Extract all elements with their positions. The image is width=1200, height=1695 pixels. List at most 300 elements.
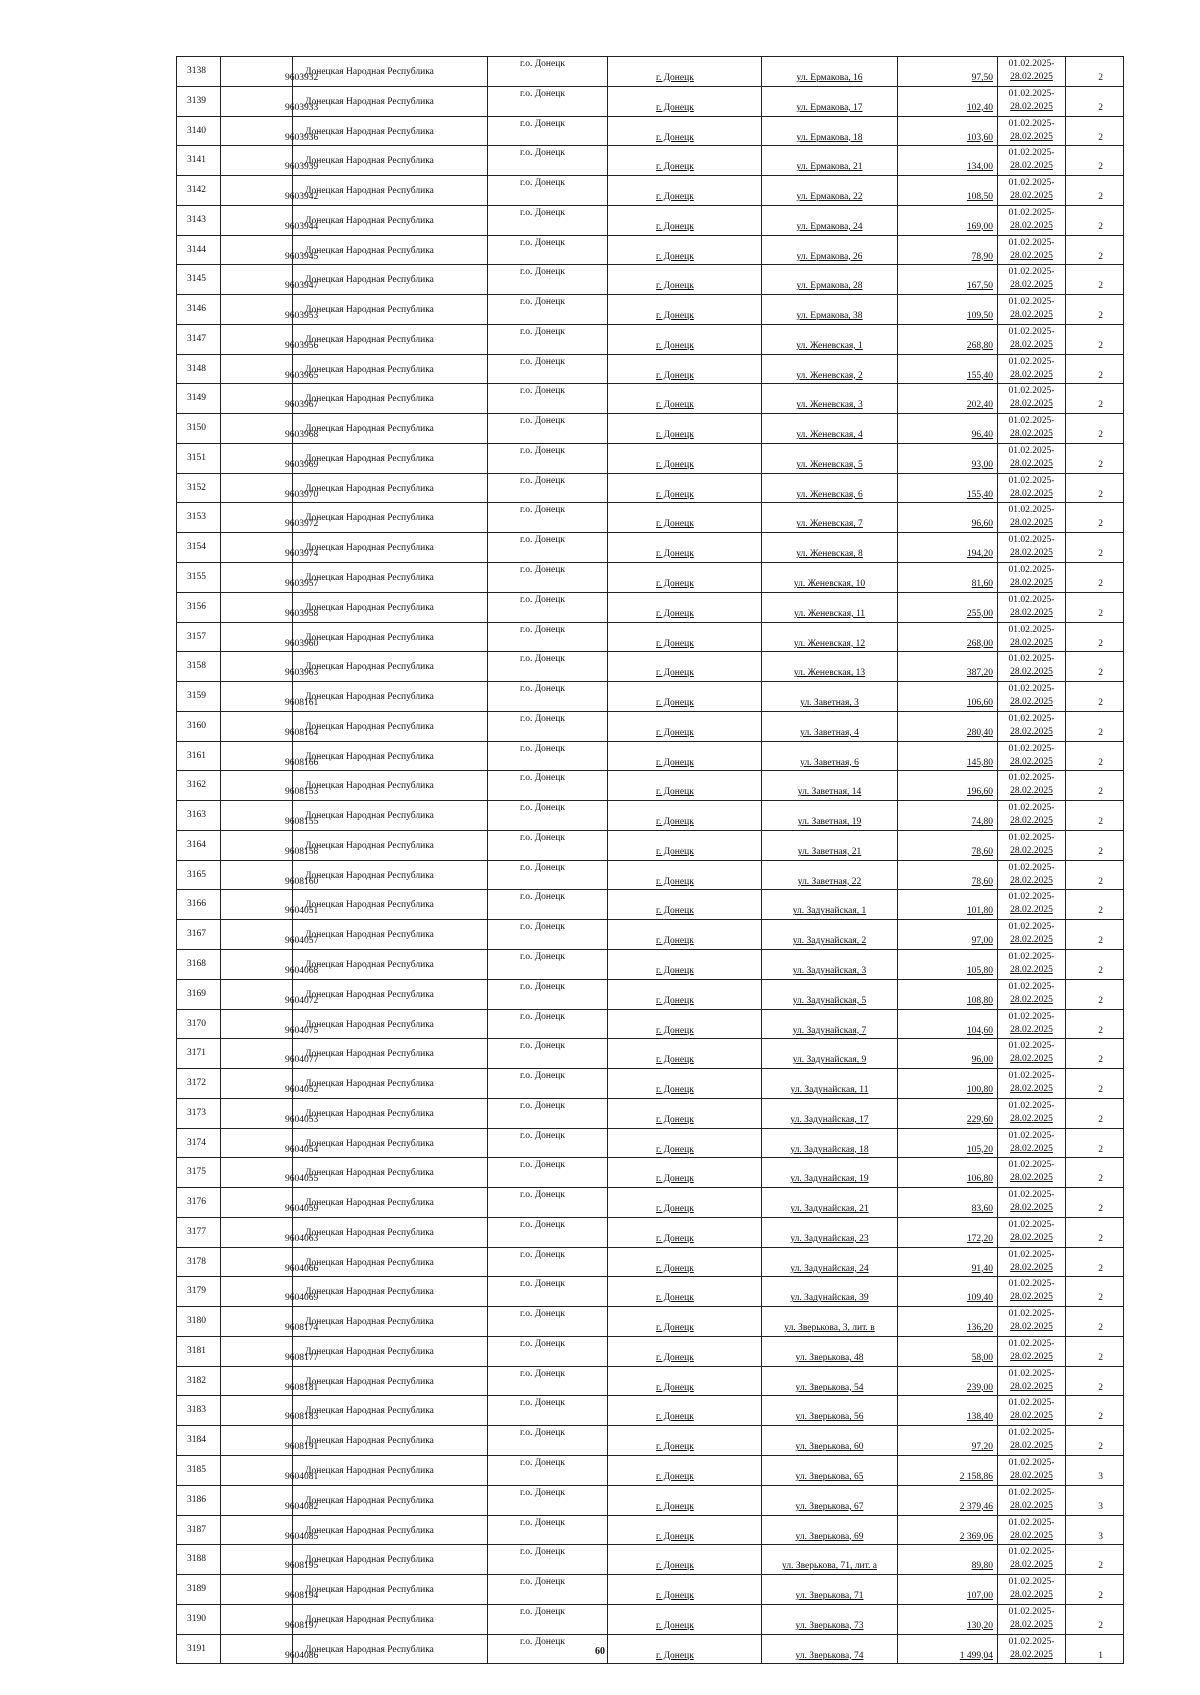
row-number: 3161 <box>187 750 206 761</box>
count-value: 2 <box>1098 519 1103 530</box>
street-address: ул. Женевская, 13 <box>793 668 866 679</box>
municipality: г.о. Донецк <box>520 1279 565 1290</box>
count-value-cell <box>1066 1128 1124 1158</box>
city-name-cell <box>608 324 762 354</box>
region-name: Донецкая Народная Республика <box>305 126 434 137</box>
area-value: 105,80 <box>966 965 993 976</box>
row-number: 3172 <box>187 1078 206 1089</box>
city-name-cell <box>608 949 762 979</box>
row-number: 3177 <box>187 1226 206 1237</box>
period-start: 01.02.2025- <box>1008 862 1055 873</box>
city-name: г. Донецк <box>656 787 694 798</box>
row-number: 3149 <box>187 393 206 404</box>
city-name: г. Донецк <box>656 102 694 113</box>
region-name-cell <box>293 176 488 206</box>
municipality: г.о. Донецк <box>520 1517 565 1528</box>
municipality-cell <box>488 503 608 533</box>
city-name: г. Донецк <box>656 519 694 530</box>
period-start: 01.02.2025- <box>1008 1011 1055 1022</box>
object-code: 9608158 <box>285 846 319 857</box>
count-value-cell <box>1066 1515 1124 1545</box>
table-row <box>177 771 1124 801</box>
municipality-cell <box>488 176 608 206</box>
region-name: Донецкая Народная Республика <box>305 1049 434 1060</box>
count-value: 2 <box>1098 668 1103 679</box>
row-number: 3159 <box>187 691 206 702</box>
row-number: 3154 <box>187 542 206 553</box>
area-value: 202,40 <box>966 400 993 411</box>
city-name-cell <box>608 116 762 146</box>
object-code-cell <box>221 1158 319 1188</box>
region-name-cell <box>293 205 488 235</box>
region-name: Донецкая Народная Республика <box>305 275 434 286</box>
city-name-cell <box>608 1188 762 1218</box>
period-start: 01.02.2025- <box>1008 535 1055 546</box>
municipality-cell <box>488 295 608 325</box>
period-end: 28.02.2025 <box>1010 1619 1053 1630</box>
row-number-cell <box>177 1545 221 1575</box>
period-end: 28.02.2025 <box>1010 518 1053 529</box>
period-end: 28.02.2025 <box>1010 994 1053 1005</box>
region-name: Донецкая Народная Республика <box>305 1257 434 1268</box>
city-name: г. Донецк <box>656 1293 694 1304</box>
city-name-cell <box>608 473 762 503</box>
municipality-cell <box>488 1336 608 1366</box>
city-name: г. Донецк <box>656 995 694 1006</box>
object-code-cell <box>221 1575 319 1605</box>
city-name-cell <box>608 1098 762 1128</box>
count-value-cell <box>1066 1575 1124 1605</box>
count-value: 2 <box>1098 638 1103 649</box>
street-address-cell <box>762 771 898 801</box>
period-start: 01.02.2025- <box>1008 237 1055 248</box>
municipality: г.о. Донецк <box>520 118 565 129</box>
municipality: г.о. Донецк <box>520 475 565 486</box>
period-cell <box>998 1575 1066 1605</box>
region-name: Донецкая Народная Республика <box>305 1376 434 1387</box>
municipality-cell <box>488 384 608 414</box>
city-name-cell <box>608 384 762 414</box>
period-start: 01.02.2025- <box>1008 1606 1055 1617</box>
period-start: 01.02.2025- <box>1008 981 1055 992</box>
count-value-cell <box>1066 1366 1124 1396</box>
row-number-cell <box>177 830 221 860</box>
area-value-cell <box>898 1545 998 1575</box>
area-value-cell <box>898 265 998 295</box>
object-code: 9604072 <box>285 995 319 1006</box>
row-number: 3147 <box>187 333 206 344</box>
period-cell <box>998 1426 1066 1456</box>
region-name: Донецкая Народная Республика <box>305 1644 434 1655</box>
period-end: 28.02.2025 <box>1010 905 1053 916</box>
city-name: г. Донецк <box>656 1382 694 1393</box>
object-code: 9608177 <box>285 1352 319 1363</box>
count-value: 2 <box>1098 906 1103 917</box>
area-value-cell <box>898 86 998 116</box>
city-name: г. Донецк <box>656 1561 694 1572</box>
street-address: ул. Задунайская, 2 <box>792 936 867 947</box>
object-code-cell <box>221 1128 319 1158</box>
area-value-cell <box>898 771 998 801</box>
area-value: 78,60 <box>971 846 993 857</box>
area-value: 280,40 <box>966 727 993 738</box>
period-cell <box>998 830 1066 860</box>
table-row <box>177 1545 1124 1575</box>
region-name-cell <box>293 1426 488 1456</box>
row-number: 3180 <box>187 1316 206 1327</box>
region-name: Донецкая Народная Республика <box>305 364 434 375</box>
period-end: 28.02.2025 <box>1010 1649 1053 1660</box>
period-start: 01.02.2025- <box>1008 624 1055 635</box>
region-name-cell <box>293 1039 488 1069</box>
count-value-cell <box>1066 57 1124 87</box>
street-address: ул. Задунайская, 19 <box>790 1174 869 1185</box>
street-address-cell <box>762 801 898 831</box>
street-address: ул. Задунайская, 5 <box>792 995 867 1006</box>
area-value-cell <box>898 949 998 979</box>
period-start: 01.02.2025- <box>1008 445 1055 456</box>
row-number-cell <box>177 146 221 176</box>
city-name: г. Донецк <box>656 1085 694 1096</box>
street-address-cell <box>762 205 898 235</box>
period-start: 01.02.2025- <box>1008 505 1055 516</box>
period-start: 01.02.2025- <box>1008 594 1055 605</box>
street-address-cell <box>762 1515 898 1545</box>
street-address: ул. Ермакова, 26 <box>796 251 863 262</box>
region-name-cell <box>293 1485 488 1515</box>
street-address-cell <box>762 1098 898 1128</box>
municipality-cell <box>488 1277 608 1307</box>
count-value-cell <box>1066 533 1124 563</box>
period-cell <box>998 205 1066 235</box>
area-value: 268,00 <box>966 638 993 649</box>
region-name: Донецкая Народная Республика <box>305 870 434 881</box>
period-cell <box>998 414 1066 444</box>
city-name-cell <box>608 1039 762 1069</box>
period-start: 01.02.2025- <box>1008 743 1055 754</box>
object-code-cell <box>221 1247 319 1277</box>
municipality: г.о. Донецк <box>520 1547 565 1558</box>
object-code-cell <box>221 1426 319 1456</box>
table-row <box>177 146 1124 176</box>
city-name: г. Донецк <box>656 906 694 917</box>
row-number: 3155 <box>187 572 206 583</box>
municipality-cell <box>488 711 608 741</box>
city-name: г. Донецк <box>656 430 694 441</box>
area-value: 96,60 <box>971 519 993 530</box>
count-value: 2 <box>1098 370 1103 381</box>
area-value: 268,80 <box>966 340 993 351</box>
object-code-cell <box>221 1098 319 1128</box>
area-value-cell <box>898 473 998 503</box>
row-number: 3182 <box>187 1375 206 1386</box>
city-name: г. Донецк <box>656 281 694 292</box>
object-code-cell <box>221 622 319 652</box>
object-code: 9604055 <box>285 1174 319 1185</box>
count-value: 2 <box>1098 549 1103 560</box>
object-code-cell <box>221 890 319 920</box>
city-name-cell <box>608 1009 762 1039</box>
region-name-cell <box>293 384 488 414</box>
period-end: 28.02.2025 <box>1010 845 1053 856</box>
region-name-cell <box>293 1396 488 1426</box>
municipality-cell <box>488 1455 608 1485</box>
period-cell <box>998 592 1066 622</box>
street-address: ул. Зверькова, 71 <box>795 1591 864 1602</box>
count-value: 2 <box>1098 311 1103 322</box>
street-address-cell <box>762 533 898 563</box>
city-name: г. Донецк <box>656 549 694 560</box>
object-code-cell <box>221 920 319 950</box>
period-start: 01.02.2025- <box>1008 1457 1055 1468</box>
region-name-cell <box>293 1069 488 1099</box>
object-code-cell <box>221 146 319 176</box>
street-address: ул. Зверькова, 48 <box>795 1352 864 1363</box>
table-row <box>177 1188 1124 1218</box>
period-cell <box>998 354 1066 384</box>
count-value-cell <box>1066 860 1124 890</box>
city-name-cell <box>608 771 762 801</box>
period-cell <box>998 1545 1066 1575</box>
row-number-cell <box>177 682 221 712</box>
municipality-cell <box>488 622 608 652</box>
city-name: г. Донецк <box>656 1412 694 1423</box>
count-value-cell <box>1066 1396 1124 1426</box>
street-address: ул. Задунайская, 18 <box>790 1144 869 1155</box>
region-name-cell <box>293 443 488 473</box>
area-value: 103,60 <box>966 132 993 143</box>
period-start: 01.02.2025- <box>1008 1279 1055 1290</box>
region-name-cell <box>293 295 488 325</box>
municipality: г.о. Донецк <box>520 1428 565 1439</box>
city-name-cell <box>608 830 762 860</box>
street-address: ул. Женевская, 1 <box>796 340 863 351</box>
count-value: 2 <box>1098 757 1103 768</box>
area-value-cell <box>898 1515 998 1545</box>
table-row <box>177 1247 1124 1277</box>
municipality: г.о. Донецк <box>520 297 565 308</box>
area-value: 136,20 <box>966 1323 993 1334</box>
street-address-cell <box>762 1217 898 1247</box>
period-start: 01.02.2025- <box>1008 1577 1055 1588</box>
object-code: 9603942 <box>285 192 319 203</box>
region-name: Донецкая Народная Республика <box>305 959 434 970</box>
street-address-cell <box>762 384 898 414</box>
area-value-cell <box>898 1366 998 1396</box>
region-name: Донецкая Народная Республика <box>305 394 434 405</box>
region-name: Донецкая Народная Республика <box>305 811 434 822</box>
street-address: ул. Зверькова, 67 <box>795 1501 864 1512</box>
object-code: 9603958 <box>285 608 319 619</box>
row-number: 3142 <box>187 185 206 196</box>
count-value-cell <box>1066 801 1124 831</box>
region-name-cell <box>293 563 488 593</box>
street-address-cell <box>762 1366 898 1396</box>
row-number-cell <box>177 1128 221 1158</box>
street-address: ул. Зверькова, 54 <box>795 1382 864 1393</box>
municipality: г.о. Донецк <box>520 594 565 605</box>
row-number-cell <box>177 1575 221 1605</box>
region-name: Донецкая Народная Республика <box>305 156 434 167</box>
region-name-cell <box>293 979 488 1009</box>
municipality-cell <box>488 1128 608 1158</box>
row-number: 3178 <box>187 1256 206 1267</box>
row-number: 3162 <box>187 780 206 791</box>
region-name-cell <box>293 1009 488 1039</box>
row-number-cell <box>177 1277 221 1307</box>
city-name-cell <box>608 533 762 563</box>
area-value-cell <box>898 176 998 206</box>
city-name: г. Донецк <box>656 1620 694 1631</box>
municipality: г.о. Донецк <box>520 832 565 843</box>
region-name: Донецкая Народная Республика <box>305 483 434 494</box>
area-value-cell <box>898 890 998 920</box>
municipality-cell <box>488 1604 608 1634</box>
municipality-cell <box>488 205 608 235</box>
period-start: 01.02.2025- <box>1008 1041 1055 1052</box>
municipality: г.о. Донецк <box>520 267 565 278</box>
period-end: 28.02.2025 <box>1010 1113 1053 1124</box>
object-code-cell <box>221 86 319 116</box>
row-number-cell <box>177 1009 221 1039</box>
count-value: 2 <box>1098 1382 1103 1393</box>
object-code: 9603932 <box>285 73 319 83</box>
period-end: 28.02.2025 <box>1010 1173 1053 1184</box>
city-name: г. Донецк <box>656 936 694 947</box>
object-code-cell <box>221 176 319 206</box>
area-value: 104,60 <box>966 1025 993 1036</box>
area-value-cell <box>898 1604 998 1634</box>
period-cell <box>998 443 1066 473</box>
city-name: г. Донецк <box>656 192 694 203</box>
count-value-cell <box>1066 473 1124 503</box>
city-name-cell <box>608 1545 762 1575</box>
row-number: 3138 <box>187 66 206 76</box>
table-row <box>177 1485 1124 1515</box>
municipality: г.о. Донецк <box>520 654 565 665</box>
row-number-cell <box>177 860 221 890</box>
table-row <box>177 1158 1124 1188</box>
street-address: ул. Задунайская, 21 <box>790 1204 869 1215</box>
count-value: 2 <box>1098 1620 1103 1631</box>
period-cell <box>998 1396 1066 1426</box>
row-number-cell <box>177 652 221 682</box>
period-cell <box>998 682 1066 712</box>
area-value: 2 369,06 <box>959 1531 993 1542</box>
region-name: Донецкая Народная Республика <box>305 453 434 464</box>
area-value-cell <box>898 592 998 622</box>
table-row <box>177 116 1124 146</box>
period-start: 01.02.2025- <box>1008 1190 1055 1201</box>
area-value-cell <box>898 205 998 235</box>
count-value-cell <box>1066 324 1124 354</box>
city-name: г. Донецк <box>656 965 694 976</box>
street-address: ул. Заветная, 14 <box>797 787 862 798</box>
count-value-cell <box>1066 295 1124 325</box>
municipality-cell <box>488 443 608 473</box>
period-start: 01.02.2025- <box>1008 1517 1055 1528</box>
municipality: г.о. Донецк <box>520 1636 565 1647</box>
city-name: г. Донецк <box>656 1531 694 1542</box>
count-value: 2 <box>1098 698 1103 709</box>
object-code: 9604054 <box>285 1144 319 1155</box>
street-address-cell <box>762 1307 898 1337</box>
period-start: 01.02.2025- <box>1008 803 1055 814</box>
region-name-cell <box>293 920 488 950</box>
count-value: 2 <box>1098 1263 1103 1274</box>
object-code: 9608197 <box>285 1620 319 1631</box>
region-name: Донецкая Народная Республика <box>305 1227 434 1238</box>
municipality: г.о. Донецк <box>520 416 565 427</box>
area-value-cell <box>898 1426 998 1456</box>
row-number-cell <box>177 1158 221 1188</box>
row-number: 3148 <box>187 363 206 374</box>
region-name: Донецкая Народная Республика <box>305 1198 434 1209</box>
object-code: 9604077 <box>285 1055 319 1066</box>
table-row <box>177 711 1124 741</box>
row-number: 3174 <box>187 1137 206 1148</box>
area-value-cell <box>898 1098 998 1128</box>
table-row <box>177 622 1124 652</box>
table-row <box>177 1069 1124 1099</box>
row-number-cell <box>177 384 221 414</box>
city-name: г. Донецк <box>656 370 694 381</box>
municipality-cell <box>488 1485 608 1515</box>
period-cell <box>998 563 1066 593</box>
table-row <box>177 473 1124 503</box>
municipality-cell <box>488 771 608 801</box>
row-number-cell <box>177 1426 221 1456</box>
municipality-cell <box>488 473 608 503</box>
period-start: 01.02.2025- <box>1008 1100 1055 1111</box>
region-name-cell <box>293 890 488 920</box>
street-address: ул. Заветная, 21 <box>797 846 862 857</box>
region-name: Донецкая Народная Республика <box>305 1168 434 1179</box>
object-code-cell <box>221 295 319 325</box>
street-address: ул. Женевская, 2 <box>796 370 863 381</box>
area-value: 108,50 <box>966 192 993 203</box>
period-cell <box>998 1128 1066 1158</box>
period-start: 01.02.2025- <box>1008 1130 1055 1141</box>
count-value: 2 <box>1098 221 1103 232</box>
object-code: 9604066 <box>285 1263 319 1274</box>
city-name-cell <box>608 57 762 87</box>
street-address-cell <box>762 979 898 1009</box>
area-value-cell <box>898 682 998 712</box>
street-address-cell <box>762 1545 898 1575</box>
area-value: 109,40 <box>966 1293 993 1304</box>
table-row <box>177 1575 1124 1605</box>
count-value-cell <box>1066 116 1124 146</box>
area-value-cell <box>898 1575 998 1605</box>
row-number: 3183 <box>187 1405 206 1416</box>
municipality-cell <box>488 1366 608 1396</box>
row-number: 3143 <box>187 214 206 225</box>
table-row <box>177 1515 1124 1545</box>
row-number-cell <box>177 563 221 593</box>
table-row <box>177 1039 1124 1069</box>
region-name: Донецкая Народная Республика <box>305 424 434 435</box>
period-end: 28.02.2025 <box>1010 1203 1053 1214</box>
street-address: ул. Ермакова, 16 <box>796 73 863 83</box>
period-start: 01.02.2025- <box>1008 1636 1055 1647</box>
row-number: 3185 <box>187 1464 206 1475</box>
count-value: 2 <box>1098 430 1103 441</box>
object-code: 9608153 <box>285 787 319 798</box>
region-name-cell <box>293 1188 488 1218</box>
count-value: 2 <box>1098 73 1103 83</box>
count-value-cell <box>1066 711 1124 741</box>
